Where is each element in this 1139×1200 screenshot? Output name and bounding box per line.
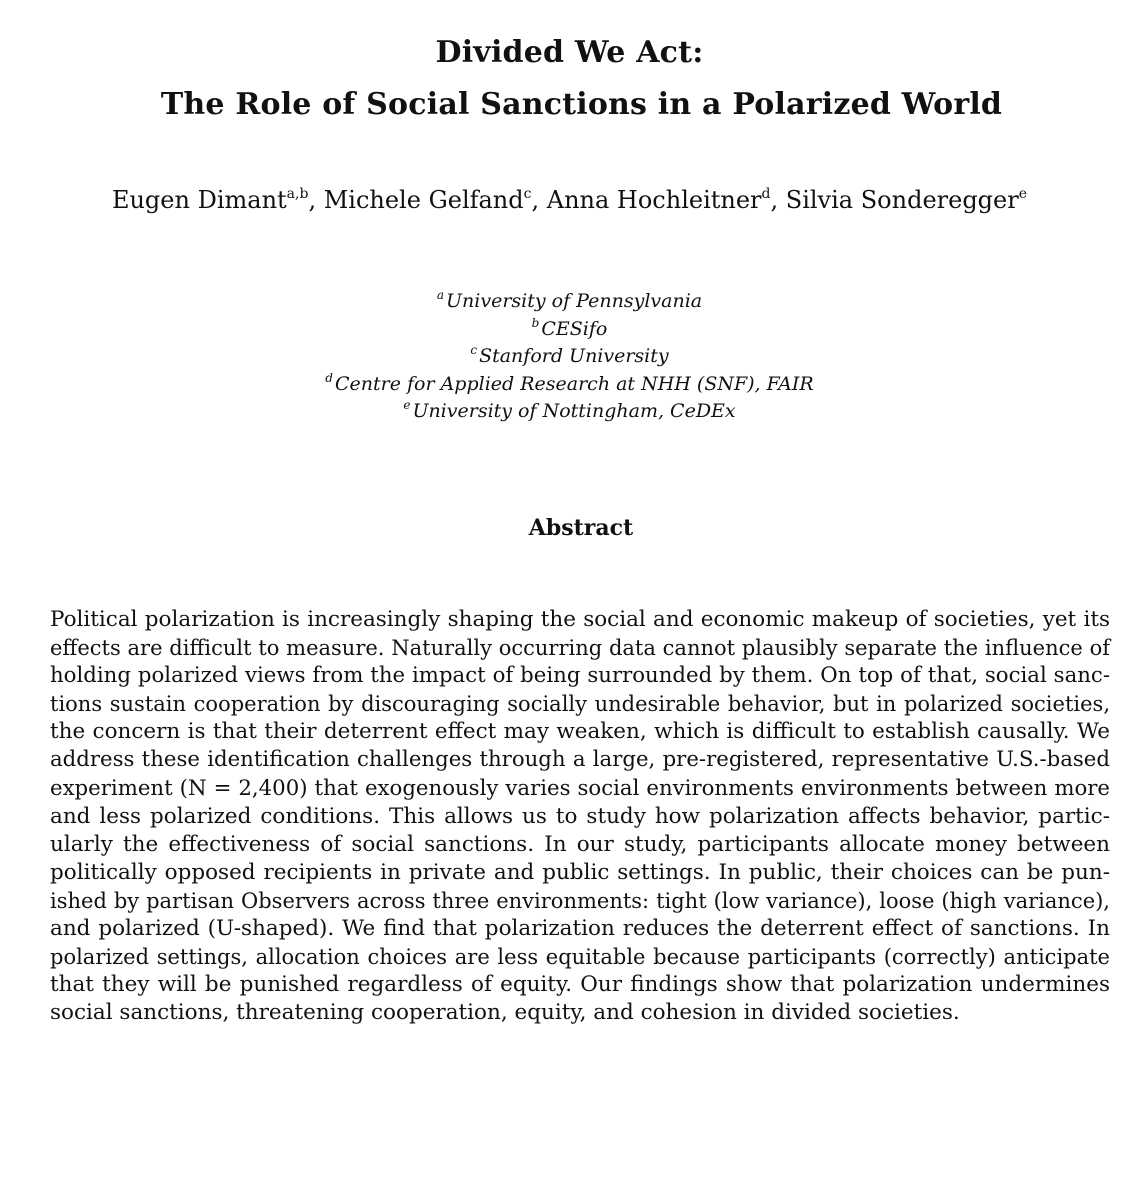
- abstract-line: polarized settings, allocation choices are less equitable because participants (correctly) anticipate: [50, 945, 1110, 970]
- abstract-line: and polarized (U-shaped). We find that polarization reduces the deterrent effect of sanctions. In: [50, 916, 1110, 942]
- paper-title-line-2: The Role of Social Sanctions in a Polarized World: [160, 87, 1003, 122]
- author: Eugen Dimant$^{a,b}$: [111, 186, 309, 214]
- abstract-line: experiment (N = 2,400) that exogenously varies social environments environments between more: [50, 775, 1110, 801]
- abstract-line: effects are difficult to measure. Naturally occurring data cannot plausibly separate the influence of: [50, 636, 1110, 661]
- abstract-line: Political polarization is increasingly shaping the social and economic makeup of societies, yet its: [50, 607, 1110, 632]
- affiliation: $^d$ Centre for Applied Research at NHH (SNF), FAIR: [325, 370, 814, 395]
- abstract-line: tions sustain cooperation by discouraging socially undesirable behavior, but in polarized societies,: [50, 692, 1110, 717]
- abstract-line: ularly the effectiveness of social sanctions. In our study, participants allocate money between: [50, 831, 1110, 857]
- author-separator: ,: [770, 186, 786, 214]
- abstract-line: holding polarized views from the impact of being surrounded by them. On top of that, social sanc-: [50, 663, 1110, 689]
- author-separator: ,: [531, 186, 547, 214]
- paper-title-line-1: Divided We Act:: [435, 35, 704, 70]
- author-affiliation-marker: d: [761, 186, 771, 202]
- author-affiliation-marker: e: [1018, 186, 1028, 202]
- author: Silvia Sonderegger$^e$: [785, 186, 1028, 214]
- author-affiliation-marker: c: [523, 186, 532, 202]
- author-list: [0, 186, 1139, 215]
- author-affiliation-marker: a,b: [286, 186, 309, 202]
- author-separator: ,: [308, 186, 324, 214]
- abstract-body: [50, 606, 1110, 1027]
- affiliation: $^a$ University of Pennsylvania: [436, 288, 703, 312]
- abstract-line: address these identification challenges through a large, pre-registered, representative U.S.-based: [50, 747, 1110, 773]
- abstract-line: and less polarized conditions. This allows us to study how polarization affects behavior, partic-: [50, 803, 1110, 829]
- abstract-line: ished by partisan Observers across three environments: tight (low variance), loose (high variance),: [50, 888, 1110, 913]
- affiliation: $^e$ University of Nottingham, CeDEx: [403, 398, 736, 422]
- abstract-line: politically opposed recipients in private and public settings. In public, their choices can be pun-: [50, 859, 1110, 885]
- abstract-line: the concern is that their deterrent effect may weaken, which is difficult to establish causally. We: [50, 719, 1110, 745]
- affiliation: $^c$ Stanford University: [470, 343, 669, 367]
- abstract-line: social sanctions, threatening cooperation, equity, and cohesion in divided societies.: [50, 1000, 960, 1026]
- affiliation-list: [0, 288, 1139, 426]
- affiliation: $^b$ CESifo: [531, 315, 608, 340]
- author: Anna Hochleitner$^d$: [546, 186, 771, 214]
- abstract-line: that they will be punished regardless of equity. Our findings show that polarization undermines: [50, 972, 1110, 998]
- abstract-heading: Abstract: [528, 515, 634, 541]
- author: Michele Gelfand$^c$: [323, 186, 532, 214]
